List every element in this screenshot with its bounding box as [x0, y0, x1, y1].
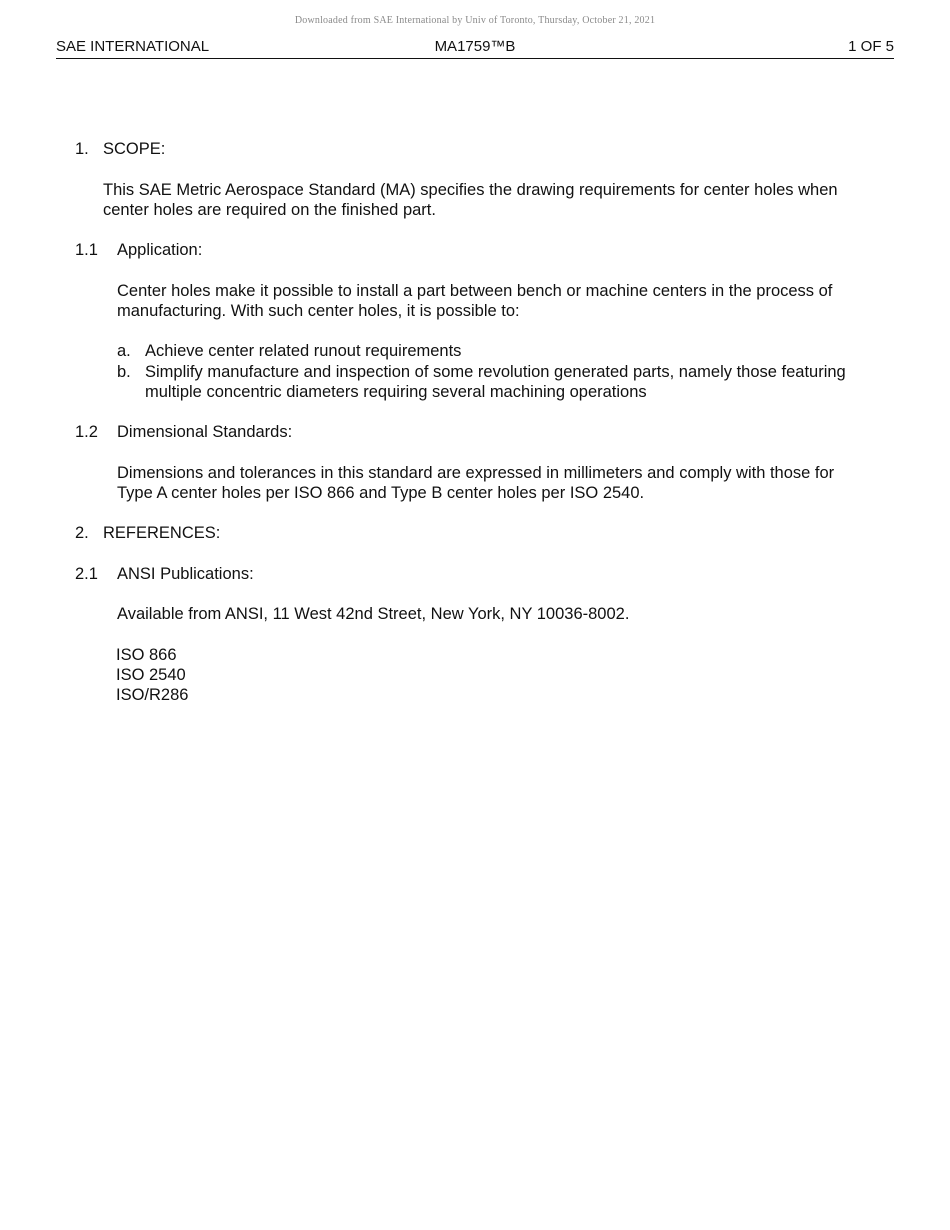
section-1-1-number: 1.1 [75, 241, 98, 259]
header-doc-id: MA1759™B [434, 38, 516, 55]
section-1-number: 1. [75, 140, 89, 158]
section-2-1-number: 2.1 [75, 565, 98, 583]
section-1-2-body-line2: Type A center holes per ISO 866 and Type B center holes per ISO 2540. [117, 484, 645, 502]
section-1-2-number: 1.2 [75, 423, 98, 441]
section-1-2-title: Dimensional Standards: [117, 423, 293, 441]
section-2-1-body: Available from ANSI, 11 West 42nd Street, New York, NY 10036-8002. [117, 605, 630, 623]
list-item-b-text-line2: multiple concentric diameters requiring several machining operations [145, 383, 647, 401]
list-item-b-marker: b. [117, 363, 131, 381]
reference-item: ISO 2540 [116, 666, 186, 684]
section-1-body-line2: center holes are required on the finished part. [103, 201, 436, 219]
header-org: SAE INTERNATIONAL [56, 38, 210, 55]
list-item-a-marker: a. [117, 342, 131, 360]
section-1-title: SCOPE: [103, 140, 166, 158]
section-1-1-title: Application: [117, 241, 203, 259]
header-page-number: 1 OF 5 [848, 38, 894, 55]
section-1-1-body-line1: Center holes make it possible to install a part between bench or machine centers in the process of [117, 282, 833, 300]
section-1-1-body-line2: manufacturing. With such center holes, it is possible to: [117, 302, 520, 320]
page-header [56, 38, 894, 59]
section-2-title: REFERENCES: [103, 524, 221, 542]
reference-item: ISO 866 [116, 646, 177, 664]
reference-item: ISO/R286 [116, 686, 189, 704]
section-1-body-line1: This SAE Metric Aerospace Standard (MA) specifies the drawing requirements for center holes when [103, 181, 838, 199]
section-1-2-body-line1: Dimensions and tolerances in this standard are expressed in millimeters and comply with those for [117, 464, 835, 482]
list-item-b-text-line1: Simplify manufacture and inspection of some revolution generated parts, namely those featuring [145, 363, 846, 381]
list-item-a-text: Achieve center related runout requirements [145, 342, 462, 360]
download-watermark: Downloaded from SAE International by Univ of Toronto, Thursday, October 21, 2021 [294, 15, 656, 26]
section-2-number: 2. [75, 524, 89, 542]
section-2-1-title: ANSI Publications: [117, 565, 254, 583]
